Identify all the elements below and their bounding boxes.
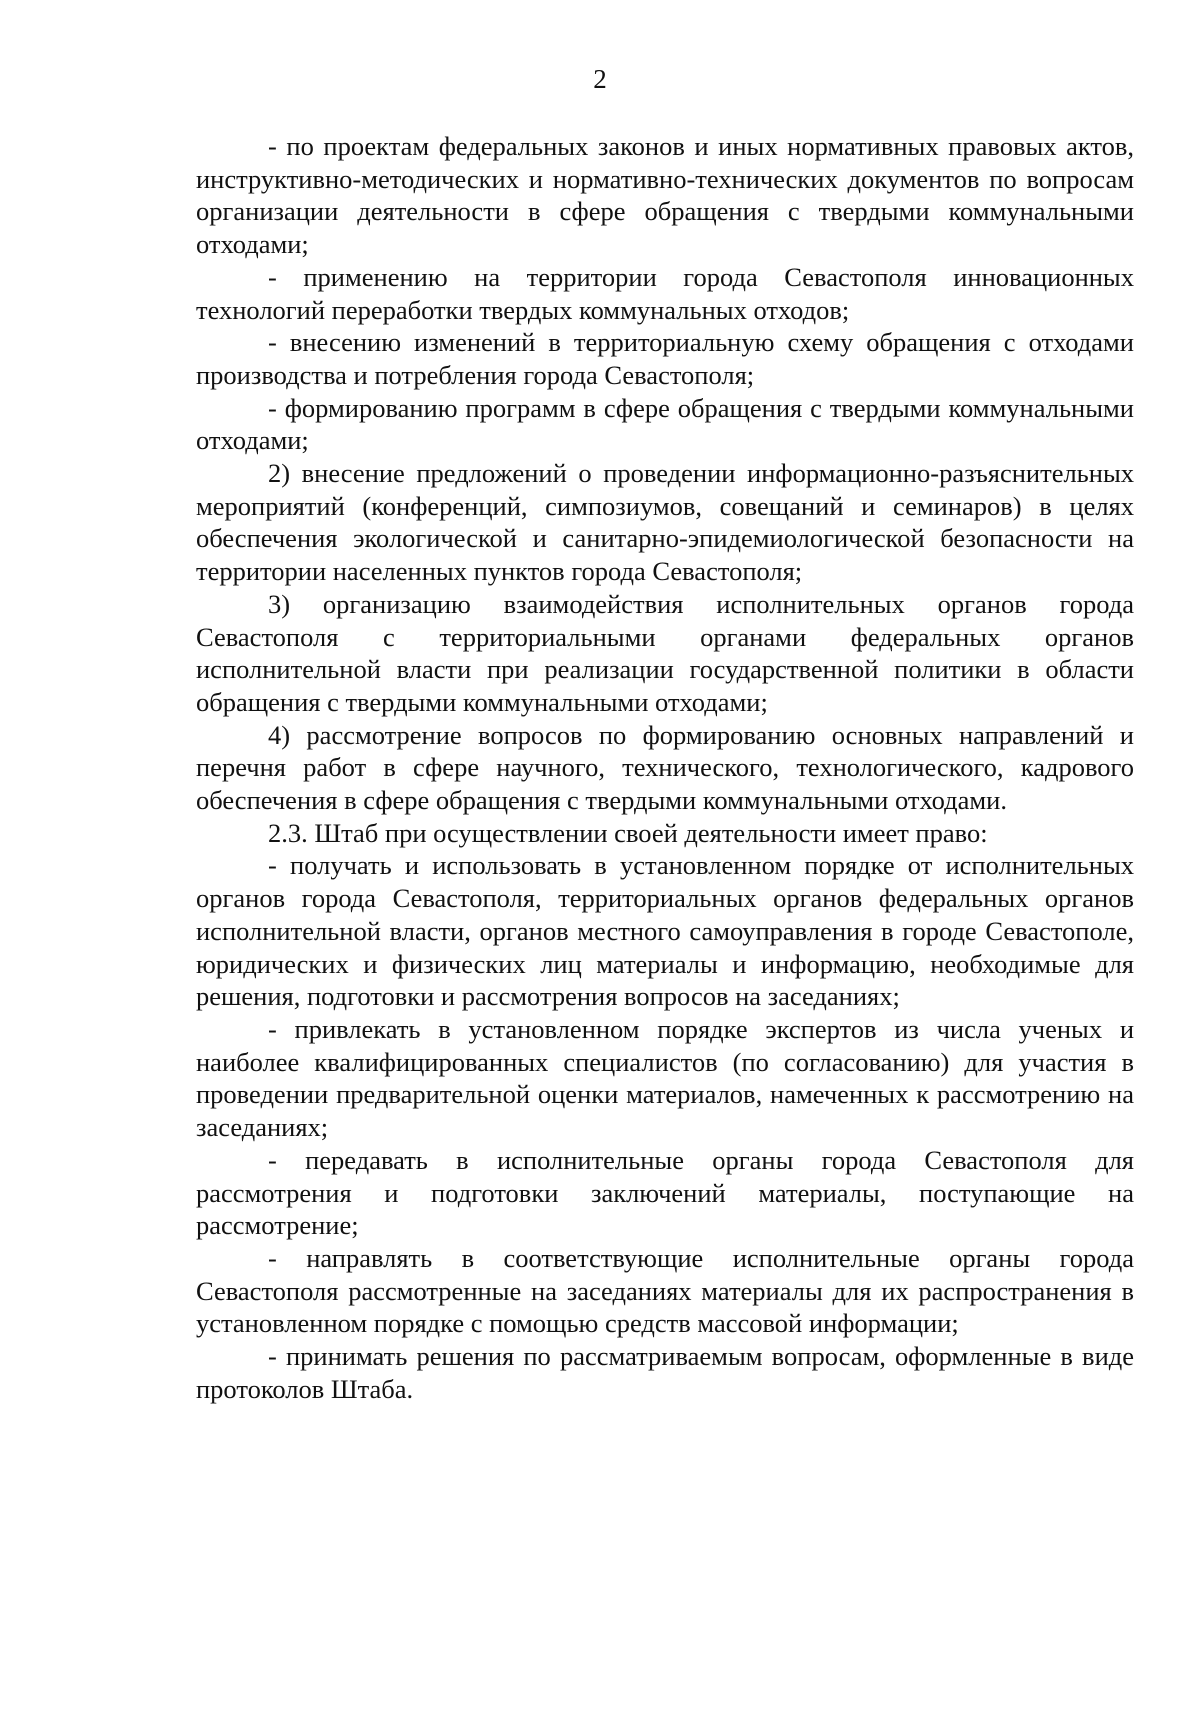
- paragraph: 3) организацию взаимодействия исполнительных органов города Севастополя с территориальными органами федеральных органов исполнительной власти при реализации государственной политики в области обращения с твердыми коммунальными отходами;: [196, 588, 1134, 717]
- paragraph: 2) внесение предложений о проведении информационно-разъяснительных мероприятий (конференций, симпозиумов, совещаний и семинаров) в целях обеспечения экологической и санитарно-эпидемиологической безопасности на территории населенных пунктов города Севастополя;: [196, 458, 1134, 587]
- paragraph: - формированию программ в сфере обращения с твердыми коммунальными отходами;: [196, 392, 1134, 456]
- paragraph: - направлять в соответствующие исполнительные органы города Севастополя рассмотренные на заседаниях материалы для их распространения в установленном порядке с помощью средств массовой информации;: [196, 1242, 1134, 1339]
- paragraph: 2.3. Штаб при осуществлении своей деятельности имеет право:: [268, 817, 988, 848]
- page-number: 2: [593, 64, 607, 94]
- paragraph: - привлекать в установленном порядке экспертов из числа ученых и наиболее квалифицированных специалистов (по согласованию) для участия в проведении предварительной оценки материалов, намеченных к рассмотрению на заседаниях;: [196, 1013, 1134, 1143]
- document-body: [196, 130, 1134, 1405]
- paragraph: - применению на территории города Севастополя инновационных технологий переработки твердых коммунальных отходов;: [196, 261, 1134, 325]
- paragraph: 4) рассмотрение вопросов по формированию основных направлений и перечня работ в сфере научного, технического, технологического, кадрового обеспечения в сфере обращения с твердыми коммунальными отходами.: [196, 719, 1134, 816]
- paragraph: - принимать решения по рассматриваемым вопросам, оформленные в виде протоколов Штаба.: [196, 1341, 1134, 1404]
- paragraph: - передавать в исполнительные органы города Севастополя для рассмотрения и подготовки заключений материалы, поступающие на рассмотрение;: [196, 1144, 1134, 1241]
- paragraph: - по проектам федеральных законов и иных нормативных правовых актов, инструктивно-методических и нормативно-технических документов по вопросам организации деятельности в сфере обращения с твердыми коммунальными отходами;: [196, 131, 1134, 260]
- paragraph: - внесению изменений в территориальную схему обращения с отходами производства и потребления города Севастополя;: [196, 327, 1134, 390]
- paragraph: - получать и использовать в установленном порядке от исполнительных органов города Севастополя, территориальных органов федеральных органов исполнительной власти, органов местного самоуправления в городе Севастополе, юридических и физических лиц материалы и информацию, необходимые для решения, подготовки и рассмотрения вопросов на заседаниях;: [196, 850, 1134, 1012]
